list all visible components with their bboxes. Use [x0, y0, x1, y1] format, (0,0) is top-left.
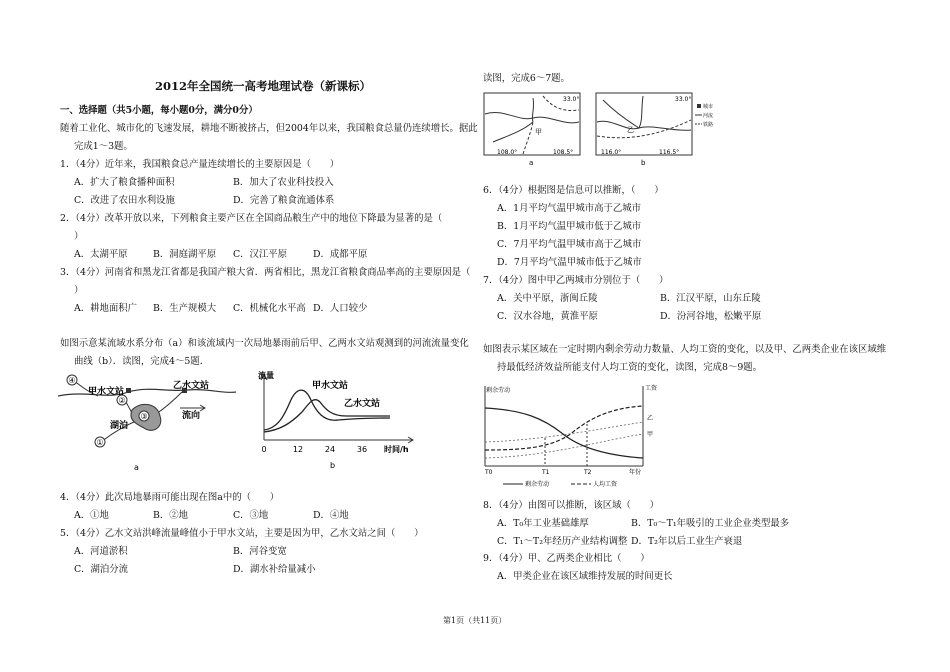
option-b[interactable]: B．生产规模大: [153, 303, 217, 314]
question-stem: 3．（4分）河南省和黑龙江省都是我国产粮大省．两省相比，黑龙江省粮食商品率高的主要原因是（: [60, 267, 471, 278]
map-a-city: 甲: [535, 128, 542, 136]
option-c[interactable]: C．湖泊分流: [74, 564, 129, 575]
intro-text: 随着工业化、城市化的飞速发展，耕地不断被挤占，但2004年以来，我国粮食总量仍连续增长。据此: [60, 123, 478, 134]
tick-t1: T1: [542, 469, 550, 476]
option-c[interactable]: C．汉水谷地，黄淮平原: [497, 311, 598, 322]
question-stem: 8．（4分）由图可以推断，该区域（ ）: [483, 500, 659, 511]
question-stem: 1．（4分）近年来，我国粮食总产量连续增长的主要原因是（ ）: [60, 159, 340, 170]
figure-labor-wage: [483, 378, 673, 490]
question-stem: 4．（4分）此次局地暴雨可能出现在图a中的（ ）: [60, 492, 280, 503]
tick-t2: T2: [584, 469, 592, 476]
intro-text: 读图，完成6～7题。: [483, 73, 570, 84]
tick-12: 12: [292, 445, 304, 454]
option-c[interactable]: C．汉江平原: [233, 249, 288, 260]
option-a[interactable]: A．①地: [74, 510, 109, 521]
curve-jia-label: 甲水文站: [312, 381, 349, 391]
question-stem-cont: ）: [74, 231, 84, 242]
question-stem: 2．（4分）改革开放以来，下列粮食主要产区在全国商品粮生产中的地位下降最为显著的是（: [60, 213, 443, 224]
option-c[interactable]: C．③地: [233, 510, 269, 521]
option-d[interactable]: D．T₂年以后工业生产衰退: [631, 536, 743, 547]
question-stem: 5．（4分）乙水文站洪峰流量峰值小于甲水文站，主要是因为甲，乙水文站之间（ ）: [60, 528, 424, 539]
flow-label: 流向: [182, 411, 201, 421]
curve-yi-label: 乙水文站: [344, 399, 381, 409]
option-b[interactable]: B．②地: [153, 510, 189, 521]
option-d[interactable]: D．人口较少: [313, 303, 368, 314]
x-axis-label: 时间/h: [384, 445, 409, 454]
tick-0: 0: [261, 445, 267, 454]
station-yi-label: 乙水文站: [173, 381, 210, 391]
curve-yi-line: [485, 422, 643, 442]
intro-text: 如图表示某区域在一定时期内剩余劳动力数量、人均工资的变化，以及甲、乙两类企业在该区域维: [483, 344, 887, 355]
question-stem: 6．（4分）根据图是信息可以推断，（ ）: [483, 185, 664, 196]
legend-river: 河流: [703, 113, 713, 119]
option-a[interactable]: A．河道淤积: [74, 546, 128, 557]
caption-a: a: [134, 463, 139, 472]
map-b-lat: 33.0°: [675, 96, 692, 103]
option-b[interactable]: B．1月平均气温甲城市低于乙城市: [497, 221, 642, 232]
map-a-lat: 33.0°: [563, 96, 580, 103]
intro-text: 完成1～3题。: [74, 141, 133, 152]
question-stem: 7．（4分）图中甲乙两城市分别位于（ ）: [483, 275, 669, 286]
label-jia: 甲: [647, 431, 654, 438]
option-a[interactable]: A．扩大了粮食播种面积: [74, 177, 175, 188]
option-a[interactable]: A．太湖平原: [74, 249, 128, 260]
map-b-caption: b: [641, 159, 646, 167]
option-c[interactable]: C．7月平均气温甲城市高于乙城市: [497, 239, 642, 250]
option-d[interactable]: D．汾河谷地，松嫩平原: [660, 311, 762, 322]
question-stem: 9．（4分）甲、乙两类企业相比（ ）: [483, 553, 650, 564]
option-a[interactable]: A．T₀年工业基础雄厚: [497, 518, 589, 529]
page-footer: 第1页（共11页）: [443, 616, 507, 625]
section-heading: 一、选择题（共5小题，每小题0分，满分0分）: [60, 105, 258, 116]
river-main: [58, 389, 236, 396]
tick-t0: T0: [485, 469, 493, 476]
tick-24: 24: [324, 445, 336, 454]
y-axis-label: 流量: [258, 371, 274, 380]
option-b[interactable]: B．河谷变宽: [233, 546, 287, 557]
left-axis-label: 剩余劳动: [486, 387, 511, 394]
map-b-lon1: 116.0°: [601, 149, 622, 156]
option-a[interactable]: A．1月平均气温甲城市高于乙城市: [497, 203, 641, 214]
legend-city: 城市: [703, 104, 713, 110]
intro-text: 如图示意某流域水系分布（a）和该流域内一次局地暴雨前后甲、乙两水文站观测到的河流流量变化: [60, 338, 469, 349]
option-d[interactable]: D．成都平原: [313, 249, 368, 260]
option-c[interactable]: C．改进了农田水利设施: [74, 195, 175, 206]
right-axis-label: 工资: [645, 385, 658, 392]
tick-36: 36: [356, 445, 368, 454]
label-yi: 乙: [647, 415, 654, 422]
option-d[interactable]: D．湖水补给量减小: [233, 564, 316, 575]
label-1: ①: [96, 438, 104, 447]
option-b[interactable]: B．T₀～T₁年吸引的工业企业类型最多: [631, 518, 790, 529]
curve-avg-wage: [485, 406, 643, 450]
figure-b-flow-curves: [250, 368, 420, 478]
option-c[interactable]: C．T₁～T₂年经历产业结构调整: [497, 536, 628, 547]
intro-text: 曲线（b）．读图，完成4～5题．: [74, 356, 210, 367]
option-b[interactable]: B．江汉平原，山东丘陵: [660, 293, 761, 304]
lake-label: 湖泊: [110, 421, 129, 431]
option-b[interactable]: B．洞庭湖平原: [153, 249, 217, 260]
intro-text: 持最低经济效益所能支付人均工资的变化，读图，完成8～9题。: [497, 362, 763, 373]
option-d[interactable]: D．完善了粮食流通体系: [233, 195, 335, 206]
option-d[interactable]: D．④地: [313, 510, 349, 521]
option-d[interactable]: D．7月平均气温甲城市低于乙城市: [497, 257, 642, 268]
curve-surplus-labor: [485, 408, 643, 458]
map-b-city: 乙: [627, 126, 634, 134]
exam-title: 2012年全国统一高考地理试卷（新课标）: [155, 79, 372, 93]
legend-surplus: 剩余劳动: [525, 481, 550, 488]
figure-a-river-system: [58, 370, 238, 475]
option-c[interactable]: C．机械化水平高: [233, 303, 306, 314]
map-a-lon2: 108.5°: [553, 149, 574, 156]
label-3: ③: [140, 412, 148, 421]
option-a[interactable]: A．关中平原，浙闽丘陵: [497, 293, 598, 304]
legend-wage: 人均工资: [593, 481, 618, 488]
option-a[interactable]: A．甲类企业在该区域维持发展的时间更长: [497, 571, 673, 582]
option-a[interactable]: A．耕地面积广: [74, 303, 138, 314]
option-b[interactable]: B．加大了农业科技投入: [233, 177, 334, 188]
x-axis-unit: 年份: [629, 469, 642, 476]
label-2: ②: [118, 396, 126, 405]
map-b-lon2: 116.5°: [659, 149, 680, 156]
legend-rail: 铁路: [703, 122, 713, 128]
question-stem-cont: ）: [74, 285, 84, 296]
caption-b: b: [330, 461, 336, 470]
map-a-lon1: 108.0°: [497, 149, 518, 156]
station-jia-label: 甲水文站: [88, 387, 125, 397]
map-a-caption: a: [529, 159, 534, 167]
river-outlet: [156, 392, 182, 414]
figure-maps-ab: [483, 92, 713, 168]
label-4: ④: [68, 376, 76, 385]
